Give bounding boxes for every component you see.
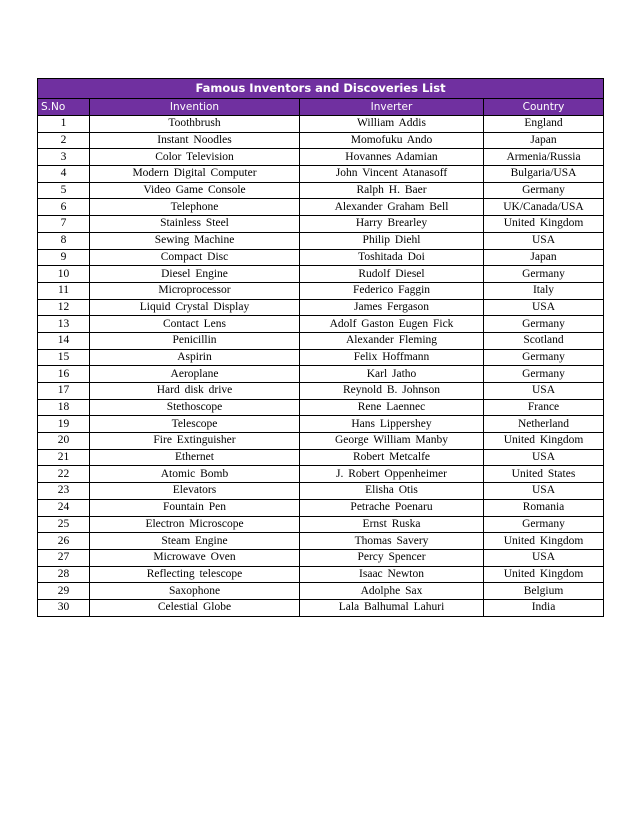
cell-country: Italy xyxy=(484,282,604,299)
table-row xyxy=(38,232,604,249)
cell-sno: 5 xyxy=(38,182,90,199)
table-row xyxy=(38,483,604,500)
table-row xyxy=(38,516,604,533)
cell-invention: Aspirin xyxy=(90,349,300,366)
cell-sno: 12 xyxy=(38,299,90,316)
cell-sno: 1 xyxy=(38,116,90,133)
cell-invention: Penicillin xyxy=(90,332,300,349)
column-header-invention: Invention xyxy=(90,99,300,116)
cell-country: USA xyxy=(484,483,604,500)
table-row xyxy=(38,166,604,183)
cell-sno: 28 xyxy=(38,566,90,583)
cell-country: UK/Canada/USA xyxy=(484,199,604,216)
cell-invention: Ethernet xyxy=(90,449,300,466)
cell-inverter: George William Manby xyxy=(300,433,484,450)
table-row xyxy=(38,416,604,433)
cell-sno: 26 xyxy=(38,533,90,550)
cell-sno: 10 xyxy=(38,266,90,283)
cell-invention: Contact Lens xyxy=(90,316,300,333)
table-row xyxy=(38,149,604,166)
cell-invention: Aeroplane xyxy=(90,366,300,383)
table-row xyxy=(38,316,604,333)
cell-country: Romania xyxy=(484,499,604,516)
cell-country: Germany xyxy=(484,316,604,333)
cell-inverter: Hans Lippershey xyxy=(300,416,484,433)
cell-country: United States xyxy=(484,466,604,483)
cell-invention: Toothbrush xyxy=(90,116,300,133)
cell-invention: Microwave Oven xyxy=(90,549,300,566)
cell-inverter: Momofuku Ando xyxy=(300,132,484,149)
cell-sno: 8 xyxy=(38,232,90,249)
cell-inverter: Toshitada Doi xyxy=(300,249,484,266)
table-row xyxy=(38,132,604,149)
cell-sno: 22 xyxy=(38,466,90,483)
cell-sno: 19 xyxy=(38,416,90,433)
cell-invention: Modern Digital Computer xyxy=(90,166,300,183)
cell-sno: 23 xyxy=(38,483,90,500)
cell-sno: 2 xyxy=(38,132,90,149)
cell-country: Germany xyxy=(484,349,604,366)
cell-country: Belgium xyxy=(484,583,604,600)
table-row xyxy=(38,383,604,400)
cell-sno: 30 xyxy=(38,599,90,616)
cell-sno: 11 xyxy=(38,282,90,299)
cell-invention: Liquid Crystal Display xyxy=(90,299,300,316)
cell-invention: Video Game Console xyxy=(90,182,300,199)
cell-invention: Diesel Engine xyxy=(90,266,300,283)
cell-invention: Elevators xyxy=(90,483,300,500)
cell-inverter: Alexander Fleming xyxy=(300,332,484,349)
inventors-sheet xyxy=(37,78,603,617)
cell-invention: Hard disk drive xyxy=(90,383,300,400)
cell-country: USA xyxy=(484,449,604,466)
table-row xyxy=(38,499,604,516)
cell-inverter: Reynold B. Johnson xyxy=(300,383,484,400)
cell-invention: Stethoscope xyxy=(90,399,300,416)
table-row xyxy=(38,583,604,600)
table-row xyxy=(38,332,604,349)
cell-inverter: Karl Jatho xyxy=(300,366,484,383)
cell-inverter: Rudolf Diesel xyxy=(300,266,484,283)
cell-sno: 18 xyxy=(38,399,90,416)
cell-invention: Fountain Pen xyxy=(90,499,300,516)
cell-country: Germany xyxy=(484,182,604,199)
cell-inverter: Thomas Savery xyxy=(300,533,484,550)
cell-country: United Kingdom xyxy=(484,566,604,583)
cell-inverter: James Fergason xyxy=(300,299,484,316)
cell-country: Japan xyxy=(484,132,604,149)
cell-inverter: Felix Hoffmann xyxy=(300,349,484,366)
cell-inverter: William Addis xyxy=(300,116,484,133)
table-row xyxy=(38,566,604,583)
table-row xyxy=(38,399,604,416)
table-row xyxy=(38,449,604,466)
cell-country: USA xyxy=(484,383,604,400)
cell-invention: Saxophone xyxy=(90,583,300,600)
cell-invention: Sewing Machine xyxy=(90,232,300,249)
cell-invention: Stainless Steel xyxy=(90,216,300,233)
table-row xyxy=(38,249,604,266)
cell-sno: 17 xyxy=(38,383,90,400)
cell-country: Scotland xyxy=(484,332,604,349)
cell-sno: 24 xyxy=(38,499,90,516)
cell-country: England xyxy=(484,116,604,133)
cell-country: Netherland xyxy=(484,416,604,433)
cell-sno: 20 xyxy=(38,433,90,450)
cell-inverter: Adolphe Sax xyxy=(300,583,484,600)
title-row xyxy=(38,79,604,99)
table-body xyxy=(38,116,604,617)
cell-inverter: Robert Metcalfe xyxy=(300,449,484,466)
cell-invention: Telescope xyxy=(90,416,300,433)
cell-country: Bulgaria/USA xyxy=(484,166,604,183)
cell-invention: Electron Microscope xyxy=(90,516,300,533)
cell-sno: 27 xyxy=(38,549,90,566)
cell-invention: Fire Extinguisher xyxy=(90,433,300,450)
table-row xyxy=(38,549,604,566)
table-row xyxy=(38,282,604,299)
cell-inverter: Philip Diehl xyxy=(300,232,484,249)
cell-sno: 9 xyxy=(38,249,90,266)
cell-inverter: Alexander Graham Bell xyxy=(300,199,484,216)
cell-invention: Instant Noodles xyxy=(90,132,300,149)
cell-inverter: Isaac Newton xyxy=(300,566,484,583)
cell-sno: 4 xyxy=(38,166,90,183)
cell-sno: 29 xyxy=(38,583,90,600)
cell-inverter: Adolf Gaston Eugen Fick xyxy=(300,316,484,333)
cell-inverter: Harry Brearley xyxy=(300,216,484,233)
cell-country: Germany xyxy=(484,266,604,283)
table-row xyxy=(38,199,604,216)
table-row xyxy=(38,466,604,483)
cell-inverter: J. Robert Oppenheimer xyxy=(300,466,484,483)
cell-inverter: Federico Faggin xyxy=(300,282,484,299)
header-row xyxy=(38,99,604,116)
cell-inverter: John Vincent Atanasoff xyxy=(300,166,484,183)
cell-inverter: Hovannes Adamian xyxy=(300,149,484,166)
table-row xyxy=(38,182,604,199)
cell-country: Armenia/Russia xyxy=(484,149,604,166)
table-row xyxy=(38,533,604,550)
table-row xyxy=(38,599,604,616)
cell-country: USA xyxy=(484,299,604,316)
table-title: Famous Inventors and Discoveries List xyxy=(38,79,604,99)
cell-sno: 6 xyxy=(38,199,90,216)
cell-invention: Celestial Globe xyxy=(90,599,300,616)
cell-country: France xyxy=(484,399,604,416)
cell-inverter: Petrache Poenaru xyxy=(300,499,484,516)
table-row xyxy=(38,349,604,366)
cell-invention: Telephone xyxy=(90,199,300,216)
cell-inverter: Lala Balhumal Lahuri xyxy=(300,599,484,616)
table-row xyxy=(38,366,604,383)
cell-country: Germany xyxy=(484,366,604,383)
table-row xyxy=(38,433,604,450)
cell-invention: Color Television xyxy=(90,149,300,166)
cell-sno: 13 xyxy=(38,316,90,333)
cell-country: India xyxy=(484,599,604,616)
cell-invention: Steam Engine xyxy=(90,533,300,550)
cell-country: USA xyxy=(484,549,604,566)
cell-country: United Kingdom xyxy=(484,433,604,450)
cell-inverter: Percy Spencer xyxy=(300,549,484,566)
cell-inverter: Rene Laennec xyxy=(300,399,484,416)
cell-invention: Atomic Bomb xyxy=(90,466,300,483)
cell-country: USA xyxy=(484,232,604,249)
cell-invention: Reflecting telescope xyxy=(90,566,300,583)
cell-sno: 7 xyxy=(38,216,90,233)
column-header-sno: S.No xyxy=(38,99,90,116)
table-row xyxy=(38,116,604,133)
cell-inverter: Ernst Ruska xyxy=(300,516,484,533)
cell-country: Germany xyxy=(484,516,604,533)
cell-sno: 3 xyxy=(38,149,90,166)
inventors-table xyxy=(37,78,604,617)
table-row xyxy=(38,299,604,316)
column-header-inverter: Inverter xyxy=(300,99,484,116)
table-row xyxy=(38,266,604,283)
cell-country: United Kingdom xyxy=(484,533,604,550)
cell-sno: 15 xyxy=(38,349,90,366)
cell-inverter: Elisha Otis xyxy=(300,483,484,500)
cell-sno: 25 xyxy=(38,516,90,533)
cell-sno: 14 xyxy=(38,332,90,349)
cell-country: United Kingdom xyxy=(484,216,604,233)
cell-sno: 21 xyxy=(38,449,90,466)
table-row xyxy=(38,216,604,233)
cell-country: Japan xyxy=(484,249,604,266)
column-header-country: Country xyxy=(484,99,604,116)
cell-invention: Microprocessor xyxy=(90,282,300,299)
cell-sno: 16 xyxy=(38,366,90,383)
cell-inverter: Ralph H. Baer xyxy=(300,182,484,199)
cell-invention: Compact Disc xyxy=(90,249,300,266)
